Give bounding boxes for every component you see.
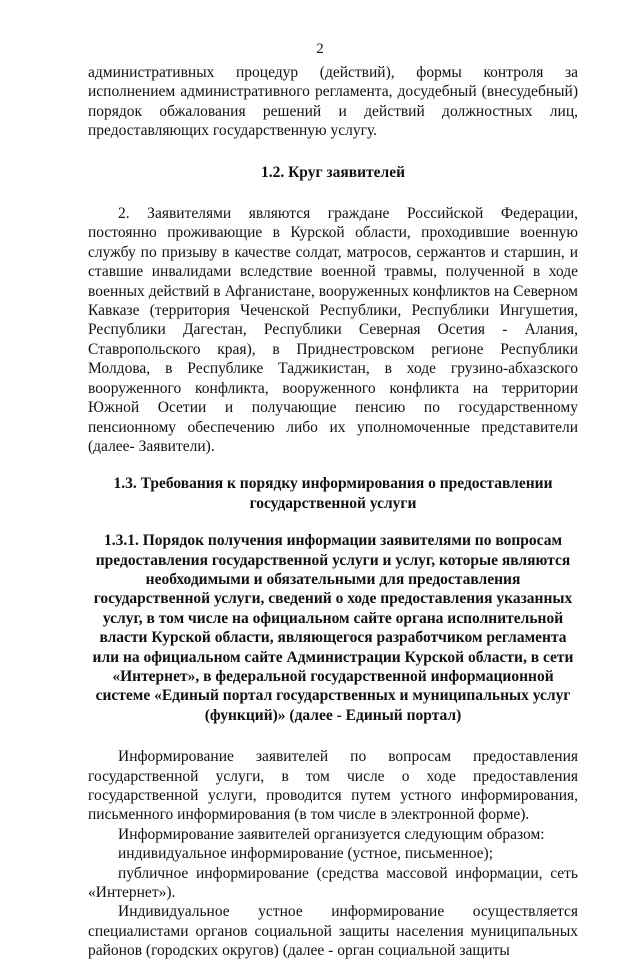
- section-heading-1-3-1: 1.3.1. Порядок получения информации заявителями по вопросам предоставления государственной услуги и услуг, которые являются необходимыми и обязательными для предоставления государственной услуги, сведений о ходе предоставления указанных услуг, в том числе на официальном сайте органа исполнительной власти Курской области, являющегося разработчиком регламента или на официальном сайте Администрации Курской области, в сети «Интернет», в федеральной государственной информационной системе «Единый портал государственных и муниципальных услуг (функций)» (далее - Единый портал): [92, 532, 574, 724]
- info-paragraph-2: Информирование заявителей организуется следующим образом:: [118, 825, 545, 843]
- section-heading-1-3: 1.3. Требования к порядку информирования о предоставлении государственной услуги: [113, 475, 553, 512]
- info-paragraph-5: Индивидуальное устное информирование осуществляется специалистами органов социальной защиты населения муниципальных районов (городских округов) (далее - орган социальной защиты: [88, 903, 578, 960]
- info-paragraph-3: индивидуальное информирование (устное, письменное);: [118, 845, 493, 863]
- intro-paragraph: административных процедур (действий), формы контроля за исполнением административного регламента, досудебный (внесудебный) порядок обжалования решений и действий должностных лиц, предоставляющих государственную услугу.: [88, 64, 578, 140]
- page-number: 2: [316, 41, 324, 57]
- section-heading-1-2: 1.2. Круг заявителей: [260, 163, 406, 181]
- document-body: [88, 63, 578, 961]
- info-paragraph-1: Информирование заявителей по вопросам предоставления государственной услуги, в том числе о ходе предоставления государственной услуги, проводится путем устного информирования, письменного информирования (в том числе в электронной форме).: [88, 748, 578, 824]
- info-paragraph-4: публичное информирование (средства массовой информации, сеть «Интернет»).: [88, 864, 578, 902]
- applicants-paragraph: 2. Заявителями являются граждане Российской Федерации, постоянно проживающие в Курской области, проходившие военную службу по призыву в качестве солдат, матросов, сержантов и старшин, и ставшие инвалидами вследствие военной травмы, полученной в ходе военных действий в Афганистане, вооруженных конфликтов на Северном Кавказе (территория Чеченской Республики, Республики Ингушетия, Республики Дагестан, Республики Северная Осетия - Алания, Ставропольского края), в Приднестровском регионе Республики Молдова, в Республике Таджикистан, в ходе грузино-абхазского вооруженного конфликта, вооруженного конфликта на территории Южной Осетии и получающие пенсию по государственному пенсионному обеспечению либо их уполномоченные представители (далее- Заявители).: [88, 205, 578, 455]
